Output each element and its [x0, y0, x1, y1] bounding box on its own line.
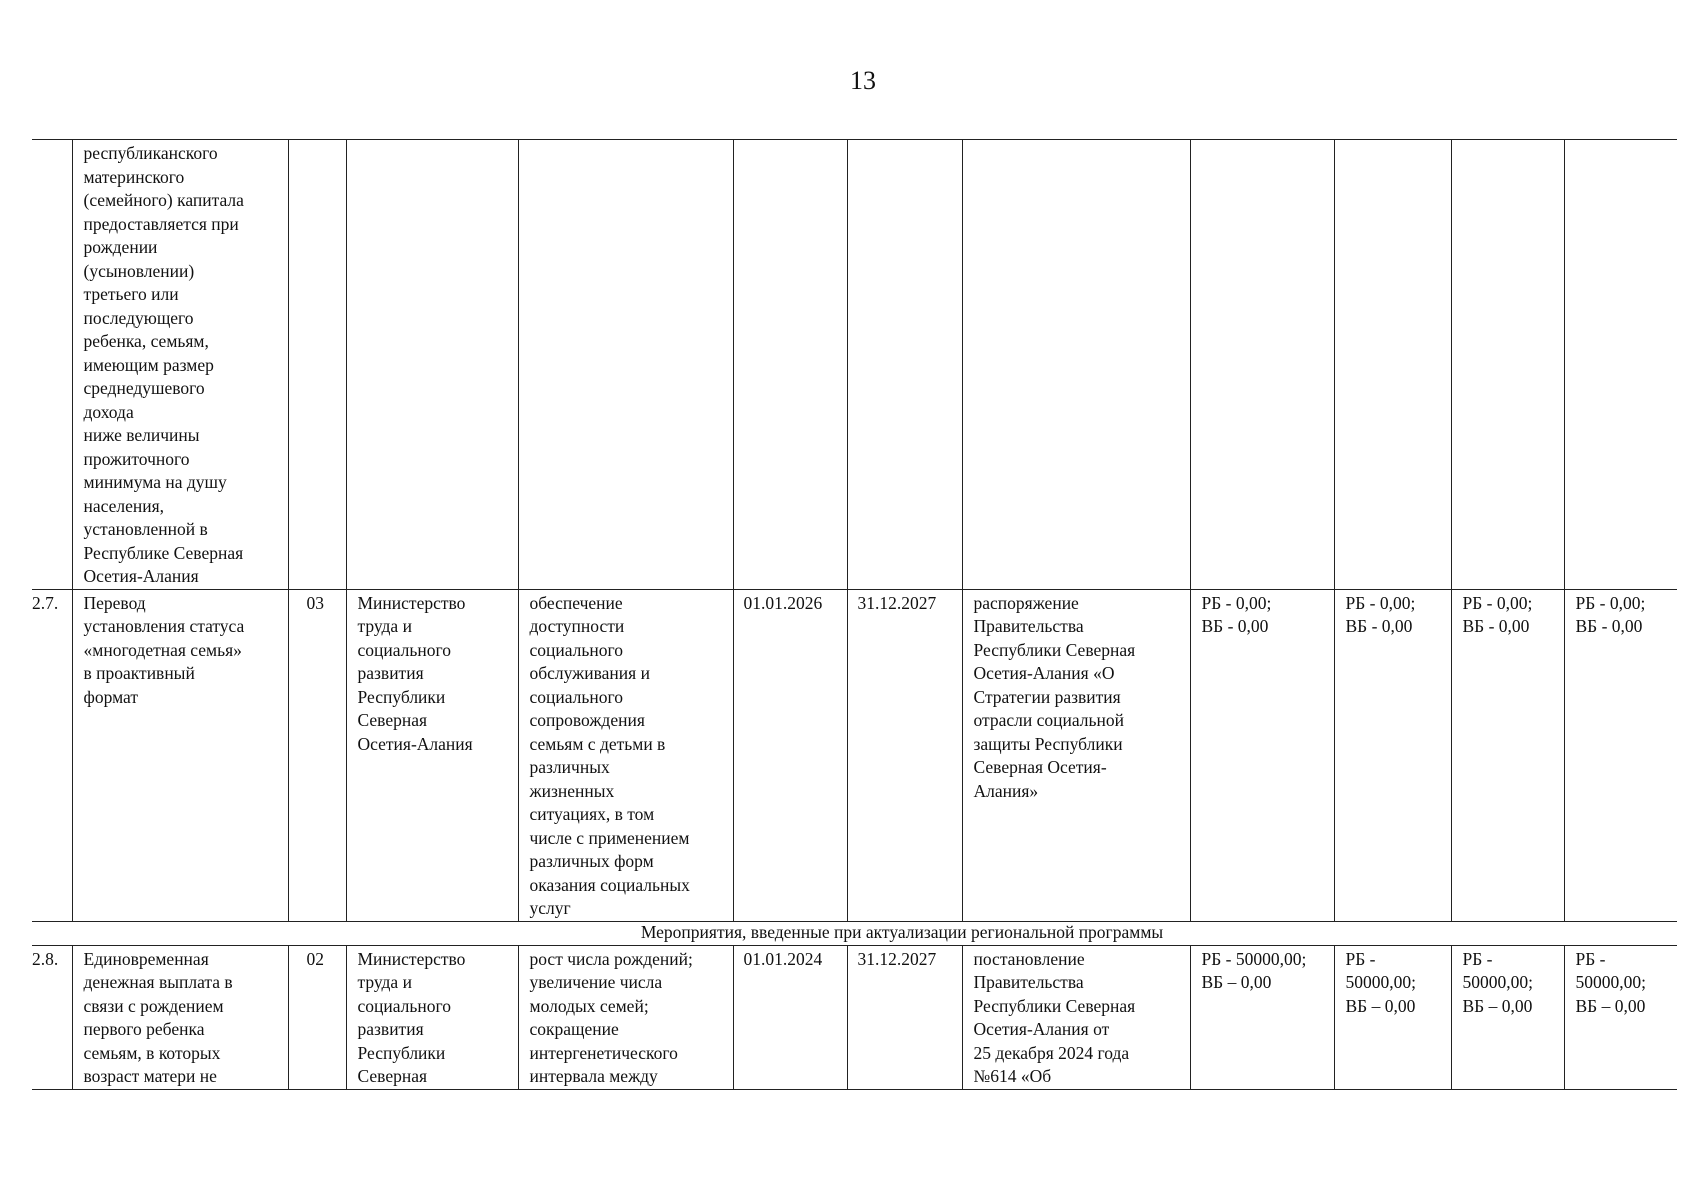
responsible-cell: Министерство труда и социального развития Республики Северная Осетия-Алания	[346, 589, 518, 921]
start-date-cell: 01.01.2026	[733, 589, 847, 921]
empty-cell	[847, 140, 962, 590]
empty-cell	[1564, 140, 1677, 590]
empty-cell	[1334, 140, 1451, 590]
row-number: 2.7.	[32, 589, 72, 921]
table-row-continuation	[32, 140, 1677, 590]
measures-table	[32, 139, 1677, 1090]
empty-cell	[962, 140, 1190, 590]
responsible-cell: Министерство труда и социального развития Республики Северная	[346, 945, 518, 1089]
end-date-cell: 31.12.2027	[847, 945, 962, 1089]
empty-cell	[733, 140, 847, 590]
financing-cell: РБ - 50000,00; ВБ – 0,00	[1334, 945, 1451, 1089]
code-cell: 02	[288, 945, 346, 1089]
measure-name: Перевод установления статуса «многодетная семья» в проактивный формат	[72, 589, 288, 921]
section-header: Мероприятия, введенные при актуализации региональной программы	[32, 921, 1677, 945]
empty-cell	[1190, 140, 1334, 590]
end-date-cell: 31.12.2027	[847, 589, 962, 921]
result-cell: обеспечение доступности социального обслуживания и социального сопровождения семьям с детьми в различных жизненных ситуациях, в том числе с применением различных форм оказания социальных услуг	[518, 589, 733, 921]
empty-cell	[346, 140, 518, 590]
row-number: 2.8.	[32, 945, 72, 1089]
row-number	[32, 140, 72, 590]
financing-cell: РБ - 50000,00; ВБ – 0,00	[1190, 945, 1334, 1089]
document-cell: постановление Правительства Республики Северная Осетия-Алания от 25 декабря 2024 года №614 «Об	[962, 945, 1190, 1089]
empty-cell	[288, 140, 346, 590]
result-cell: рост числа рождений; увеличение числа молодых семей; сокращение интергенетического интервала между	[518, 945, 733, 1089]
empty-cell	[518, 140, 733, 590]
financing-cell: РБ - 0,00; ВБ - 0,00	[1564, 589, 1677, 921]
page-number: 13	[850, 66, 876, 95]
measure-name: республиканского материнского (семейного) капитала предоставляется при рождении (усыновлении) третьего или последующего ребенка, семьям, имеющим размер среднедушевого дохода ниже величины прожиточного минимума на душу населения, установленной в Республике Северная Осетия-Алания	[72, 140, 288, 590]
financing-cell: РБ - 0,00; ВБ - 0,00	[1451, 589, 1564, 921]
financing-cell: РБ - 50000,00; ВБ – 0,00	[1564, 945, 1677, 1089]
measure-name: Единовременная денежная выплата в связи с рождением первого ребенка семьям, в которых возраст матери не	[72, 945, 288, 1089]
financing-cell: РБ - 0,00; ВБ - 0,00	[1190, 589, 1334, 921]
start-date-cell: 01.01.2024	[733, 945, 847, 1089]
document-cell: распоряжение Правительства Республики Северная Осетия-Алания «О Стратегии развития отрасли социальной защиты Республики Северная Осетия- Алания»	[962, 589, 1190, 921]
financing-cell: РБ - 50000,00; ВБ – 0,00	[1451, 945, 1564, 1089]
table-row	[32, 589, 1677, 921]
table-row	[32, 945, 1677, 1089]
code-cell: 03	[288, 589, 346, 921]
empty-cell	[1451, 140, 1564, 590]
section-header-row	[32, 921, 1677, 945]
financing-cell: РБ - 0,00; ВБ - 0,00	[1334, 589, 1451, 921]
